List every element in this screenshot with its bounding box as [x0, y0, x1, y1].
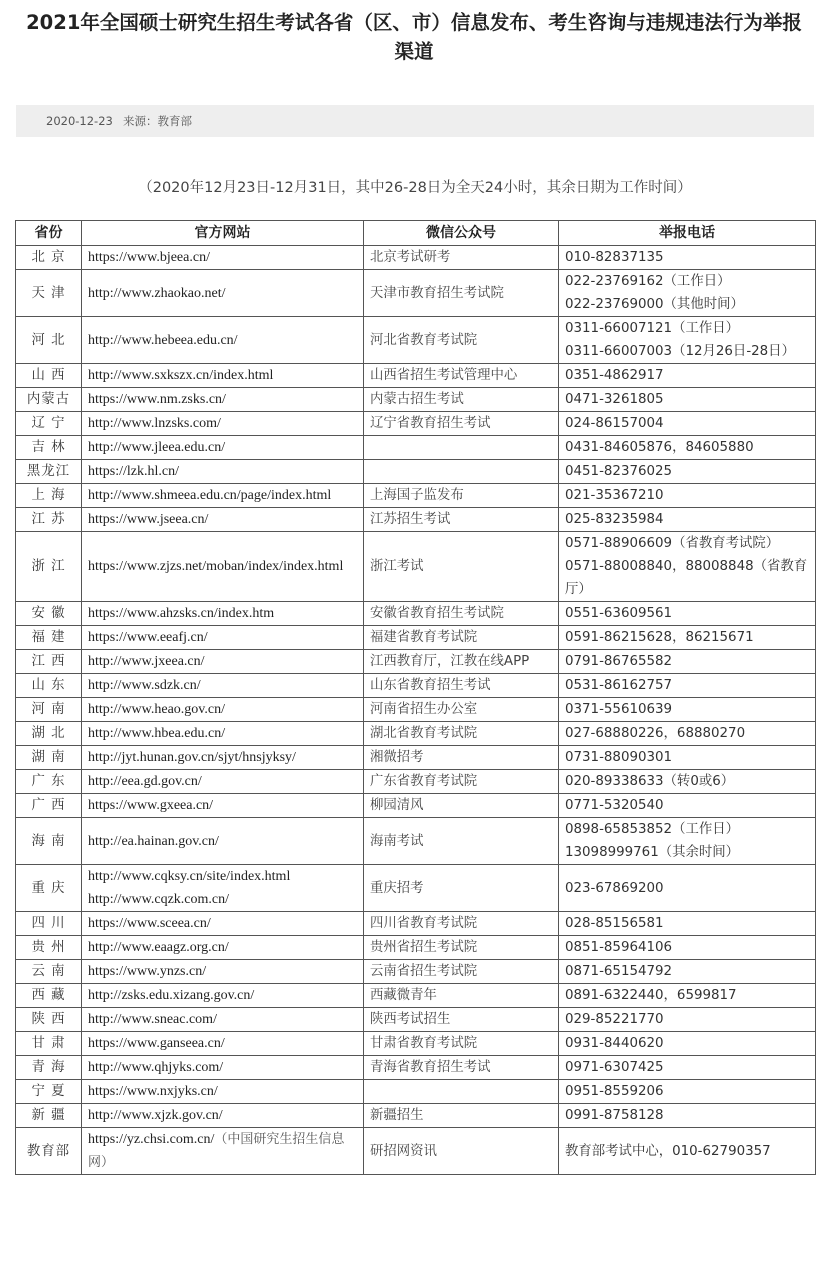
cell-wechat: 上海国子监发布: [364, 484, 559, 508]
table-row: [16, 794, 816, 818]
phone-number: 0571-88906609（省教育考试院）: [565, 536, 780, 551]
cell-province: 新 疆: [16, 1104, 82, 1128]
cell-phone: [559, 364, 816, 388]
phone-number: 024-86157004: [565, 416, 664, 431]
cell-website: [82, 746, 364, 770]
table-row: [16, 1104, 816, 1128]
cell-website: [82, 532, 364, 602]
cell-wechat: [364, 1080, 559, 1104]
phone-number: 13098999761（其余时间）: [565, 845, 740, 860]
cell-wechat: 西藏微青年: [364, 984, 559, 1008]
cell-province: 宁 夏: [16, 1080, 82, 1104]
table-row: [16, 436, 816, 460]
phone-number: 0991-8758128: [565, 1108, 664, 1123]
cell-phone: [559, 532, 816, 602]
cell-wechat: 海南考试: [364, 818, 559, 865]
cell-phone: [559, 912, 816, 936]
website-link[interactable]: http://zsks.edu.xizang.gov.cn/: [88, 988, 255, 1003]
cell-website: [82, 1008, 364, 1032]
cell-website: [82, 818, 364, 865]
cell-wechat: 广东省教育考试院: [364, 770, 559, 794]
phone-number: 0851-85964106: [565, 940, 673, 955]
website-link[interactable]: https://www.ahzsks.cn/index.htm: [88, 606, 275, 621]
table-row: [16, 412, 816, 436]
table-row: [16, 1128, 816, 1175]
phone-number: 0551-63609561: [565, 606, 673, 621]
cell-province: 教育部: [16, 1128, 82, 1175]
website-link[interactable]: http://www.sneac.com/: [88, 1012, 217, 1027]
table-row: [16, 508, 816, 532]
phone-number: 0591-86215628，86215671: [565, 630, 754, 645]
cell-website: [82, 364, 364, 388]
cell-province: 福 建: [16, 626, 82, 650]
phone-number: 0431-84605876，84605880: [565, 440, 754, 455]
table-row: [16, 936, 816, 960]
cell-wechat: 新疆招生: [364, 1104, 559, 1128]
cell-wechat: 江西教育厅，江教在线APP: [364, 650, 559, 674]
cell-province: 河 南: [16, 698, 82, 722]
header-website: 官方网站: [82, 221, 364, 246]
cell-website: [82, 484, 364, 508]
cell-wechat: 柳园清风: [364, 794, 559, 818]
cell-wechat: 江苏招生考试: [364, 508, 559, 532]
cell-phone: [559, 317, 816, 364]
cell-website: [82, 936, 364, 960]
cell-phone: [559, 436, 816, 460]
table-row: [16, 818, 816, 865]
cell-wechat: 福建省教育考试院: [364, 626, 559, 650]
phone-number: 0931-8440620: [565, 1036, 664, 1051]
cell-website: [82, 698, 364, 722]
cell-province: 黑龙江: [16, 460, 82, 484]
table-body: [16, 246, 816, 1175]
table-row: [16, 317, 816, 364]
cell-province: 海 南: [16, 818, 82, 865]
phone-number: 022-23769000（其他时间）: [565, 297, 744, 312]
cell-wechat: 河北省教育考试院: [364, 317, 559, 364]
website-link[interactable]: http://ea.hainan.gov.cn/: [88, 833, 219, 849]
cell-wechat: 内蒙古招生考试: [364, 388, 559, 412]
table-row: [16, 650, 816, 674]
phone-number: 0791-86765582: [565, 654, 673, 669]
website-link[interactable]: https://www.eeafj.cn/: [88, 630, 208, 645]
website-link[interactable]: http://jyt.hunan.gov.cn/sjyt/hnsjyksy/: [88, 750, 296, 765]
phone-number: 0871-65154792: [565, 964, 673, 979]
website-link[interactable]: https://www.nxjyks.cn/: [88, 1084, 218, 1099]
website-link[interactable]: http://eea.gd.gov.cn/: [88, 774, 202, 789]
table-row: [16, 364, 816, 388]
cell-phone: [559, 1056, 816, 1080]
table-row: [16, 960, 816, 984]
cell-province: 山 东: [16, 674, 82, 698]
title-line-1: 2021年全国硕士研究生招生考试各省（区、市）信息发布、考生咨询与违规违法行为举报: [26, 11, 802, 34]
website-link[interactable]: http://www.zhaokao.net/: [88, 285, 226, 301]
phone-number: 0898-65853852（工作日）: [565, 822, 740, 837]
table-row: [16, 746, 816, 770]
cell-wechat: [364, 436, 559, 460]
cell-website: [82, 1056, 364, 1080]
cell-wechat: 甘肃省教育考试院: [364, 1032, 559, 1056]
cell-province: 河 北: [16, 317, 82, 364]
phone-number: 020-89338633（转0或6）: [565, 774, 735, 789]
table-row: [16, 602, 816, 626]
cell-website: [82, 865, 364, 912]
website-link[interactable]: http://www.cqzk.com.cn/: [88, 892, 230, 907]
phone-number: 教育部考试中心，010-62790357: [565, 1143, 771, 1159]
cell-province: 广 东: [16, 770, 82, 794]
cell-wechat: 湘微招考: [364, 746, 559, 770]
phone-number: 0731-88090301: [565, 750, 673, 765]
website-link[interactable]: http://www.sdzk.cn/: [88, 678, 201, 693]
table-row: [16, 626, 816, 650]
website-link[interactable]: http://www.xjzk.gov.cn/: [88, 1108, 223, 1123]
phone-number: 0351-4862917: [565, 368, 664, 383]
cell-website: [82, 984, 364, 1008]
website-link[interactable]: http://www.jxeea.cn/: [88, 654, 205, 669]
website-link[interactable]: https://www.bjeea.cn/: [88, 250, 210, 265]
cell-province: 江 苏: [16, 508, 82, 532]
cell-phone: [559, 1104, 816, 1128]
cell-province: 安 徽: [16, 602, 82, 626]
cell-wechat: 天津市教育招生考试院: [364, 270, 559, 317]
cell-website: [82, 460, 364, 484]
cell-website: [82, 960, 364, 984]
cell-website: [82, 436, 364, 460]
cell-province: 吉 林: [16, 436, 82, 460]
website-link[interactable]: http://www.cqksy.cn/site/index.html: [88, 869, 291, 884]
cell-phone: [559, 698, 816, 722]
cell-website: [82, 508, 364, 532]
phone-number: 027-68880226，68880270: [565, 726, 746, 741]
cell-website: [82, 626, 364, 650]
website-link[interactable]: https://www.nm.zsks.cn/: [88, 392, 226, 407]
website-link[interactable]: https://www.jseea.cn/: [88, 512, 209, 527]
cell-phone: [559, 246, 816, 270]
cell-province: 甘 肃: [16, 1032, 82, 1056]
page-title: [14, 8, 814, 66]
cell-website: [82, 1104, 364, 1128]
phone-number: 0891-6322440，6599817: [565, 988, 737, 1003]
table-row: [16, 674, 816, 698]
cell-website: [82, 412, 364, 436]
cell-phone: [559, 1128, 816, 1175]
cell-wechat: 河南省招生办公室: [364, 698, 559, 722]
website-link[interactable]: https://www.ynzs.cn/: [88, 964, 207, 979]
cell-province: 陕 西: [16, 1008, 82, 1032]
cell-website: [82, 317, 364, 364]
website-link[interactable]: http://www.qhjyks.com/: [88, 1060, 224, 1075]
phone-number: 0311-66007121（工作日）: [565, 321, 740, 336]
cell-website: [82, 770, 364, 794]
cell-website: [82, 246, 364, 270]
cell-province: 广 西: [16, 794, 82, 818]
cell-wechat: 研招网资讯: [364, 1128, 559, 1175]
table-row: [16, 246, 816, 270]
table-header-row: [16, 221, 816, 246]
cell-website: [82, 912, 364, 936]
phone-number: 0771-5320540: [565, 798, 664, 813]
table-row: [16, 722, 816, 746]
cell-wechat: 浙江考试: [364, 532, 559, 602]
cell-website: [82, 1080, 364, 1104]
cell-website: [82, 270, 364, 317]
cell-province: 北 京: [16, 246, 82, 270]
cell-phone: [559, 388, 816, 412]
table-row: [16, 770, 816, 794]
website-link[interactable]: http://www.eaagz.org.cn/: [88, 940, 229, 955]
cell-wechat: [364, 460, 559, 484]
cell-phone: [559, 794, 816, 818]
cell-phone: [559, 602, 816, 626]
cell-phone: [559, 674, 816, 698]
phone-number: 0311-66007003（12月26日-28日）: [565, 344, 795, 359]
table-row: [16, 912, 816, 936]
cell-phone: [559, 984, 816, 1008]
table-row: [16, 1008, 816, 1032]
cell-website: [82, 722, 364, 746]
cell-wechat: 辽宁省教育招生考试: [364, 412, 559, 436]
cell-phone: [559, 626, 816, 650]
phone-number: 0471-3261805: [565, 392, 664, 407]
cell-province: 湖 南: [16, 746, 82, 770]
cell-phone: [559, 722, 816, 746]
website-link[interactable]: http://www.hbea.edu.cn/: [88, 726, 226, 741]
website-link[interactable]: http://www.shmeea.edu.cn/page/index.html: [88, 488, 332, 503]
phone-number: 0971-6307425: [565, 1060, 664, 1075]
cell-province: 内蒙古: [16, 388, 82, 412]
cell-wechat: 青海省教育招生考试: [364, 1056, 559, 1080]
phone-number: 010-82837135: [565, 250, 664, 265]
table-row: [16, 270, 816, 317]
website-link[interactable]: http://www.lnzsks.com/: [88, 416, 221, 431]
cell-wechat: 重庆招考: [364, 865, 559, 912]
service-hours-note: （2020年12月23日-12月31日，其中26-28日为全天24小时，其余日期为工作时间）: [138, 180, 692, 196]
cell-wechat: 山西省招生考试管理中心: [364, 364, 559, 388]
cell-phone: [559, 1080, 816, 1104]
cell-wechat: 安徽省教育招生考试院: [364, 602, 559, 626]
table-row: [16, 388, 816, 412]
website-link[interactable]: https://yz.chsi.com.cn/: [88, 1132, 215, 1147]
phone-number: 028-85156581: [565, 916, 664, 931]
cell-province: 青 海: [16, 1056, 82, 1080]
header-wechat: 微信公众号: [364, 221, 559, 246]
cell-wechat: 山东省教育招生考试: [364, 674, 559, 698]
website-link[interactable]: https://www.ganseea.cn/: [88, 1036, 225, 1051]
channel-table: [15, 220, 816, 1175]
cell-website: [82, 1032, 364, 1056]
title-line-2: 渠道: [394, 40, 434, 63]
cell-phone: [559, 936, 816, 960]
table-row: [16, 532, 816, 602]
channel-table-container: [15, 220, 816, 1175]
cell-province: 辽 宁: [16, 412, 82, 436]
phone-number: 029-85221770: [565, 1012, 664, 1027]
phone-number: 025-83235984: [565, 512, 664, 527]
cell-website: [82, 674, 364, 698]
cell-wechat: 贵州省招生考试院: [364, 936, 559, 960]
publish-date: 2020-12-23: [46, 114, 113, 128]
table-row: [16, 1056, 816, 1080]
cell-website: [82, 794, 364, 818]
cell-province: 上 海: [16, 484, 82, 508]
website-link[interactable]: http://www.hebeea.edu.cn/: [88, 332, 238, 348]
website-link[interactable]: http://www.heao.gov.cn/: [88, 702, 225, 717]
phone-number: 0531-86162757: [565, 678, 673, 693]
cell-website: [82, 602, 364, 626]
cell-province: 山 西: [16, 364, 82, 388]
phone-number: 023-67869200: [565, 880, 664, 896]
article-source: 来源：教育部: [123, 114, 192, 128]
cell-phone: [559, 1008, 816, 1032]
phone-number: 0371-55610639: [565, 702, 673, 717]
header-province: 省份: [16, 221, 82, 246]
website-note: （中国研究生招生信息网）: [88, 1132, 345, 1170]
website-link[interactable]: https://lzk.hl.cn/: [88, 464, 179, 479]
cell-phone: [559, 960, 816, 984]
cell-phone: [559, 770, 816, 794]
cell-province: 贵 州: [16, 936, 82, 960]
cell-phone: [559, 484, 816, 508]
table-row: [16, 484, 816, 508]
cell-province: 湖 北: [16, 722, 82, 746]
cell-wechat: 陕西考试招生: [364, 1008, 559, 1032]
cell-phone: [559, 508, 816, 532]
cell-wechat: 四川省教育考试院: [364, 912, 559, 936]
cell-phone: [559, 460, 816, 484]
cell-wechat: 北京考试研考: [364, 246, 559, 270]
table-row: [16, 460, 816, 484]
website-link[interactable]: http://www.jleea.edu.cn/: [88, 440, 226, 455]
cell-province: 重 庆: [16, 865, 82, 912]
cell-province: 江 西: [16, 650, 82, 674]
cell-phone: [559, 650, 816, 674]
article-meta-bar: [16, 105, 814, 137]
cell-website: [82, 650, 364, 674]
website-link[interactable]: https://www.zjzs.net/moban/index/index.html: [88, 559, 344, 574]
table-row: [16, 984, 816, 1008]
table-row: [16, 1032, 816, 1056]
cell-province: 天 津: [16, 270, 82, 317]
header-phone: 举报电话: [559, 221, 816, 246]
cell-wechat: 云南省招生考试院: [364, 960, 559, 984]
cell-province: 西 藏: [16, 984, 82, 1008]
phone-number: 0951-8559206: [565, 1084, 664, 1099]
website-link[interactable]: https://www.gxeea.cn/: [88, 798, 214, 813]
website-link[interactable]: http://www.sxkszx.cn/index.html: [88, 368, 274, 383]
cell-province: 四 川: [16, 912, 82, 936]
phone-number: 022-23769162（工作日）: [565, 274, 731, 289]
cell-province: 浙 江: [16, 532, 82, 602]
table-row: [16, 1080, 816, 1104]
cell-phone: [559, 270, 816, 317]
cell-wechat: 湖北省教育考试院: [364, 722, 559, 746]
cell-province: 云 南: [16, 960, 82, 984]
cell-phone: [559, 818, 816, 865]
table-row: [16, 698, 816, 722]
cell-phone: [559, 412, 816, 436]
table-row: [16, 865, 816, 912]
phone-number: 0571-88008840，88008848（省教育厅）: [565, 559, 808, 597]
cell-phone: [559, 1032, 816, 1056]
cell-phone: [559, 746, 816, 770]
phone-number: 0451-82376025: [565, 464, 673, 479]
phone-number: 021-35367210: [565, 488, 664, 503]
cell-phone: [559, 865, 816, 912]
cell-website: [82, 388, 364, 412]
cell-website: [82, 1128, 364, 1175]
website-link[interactable]: https://www.sceea.cn/: [88, 916, 211, 931]
